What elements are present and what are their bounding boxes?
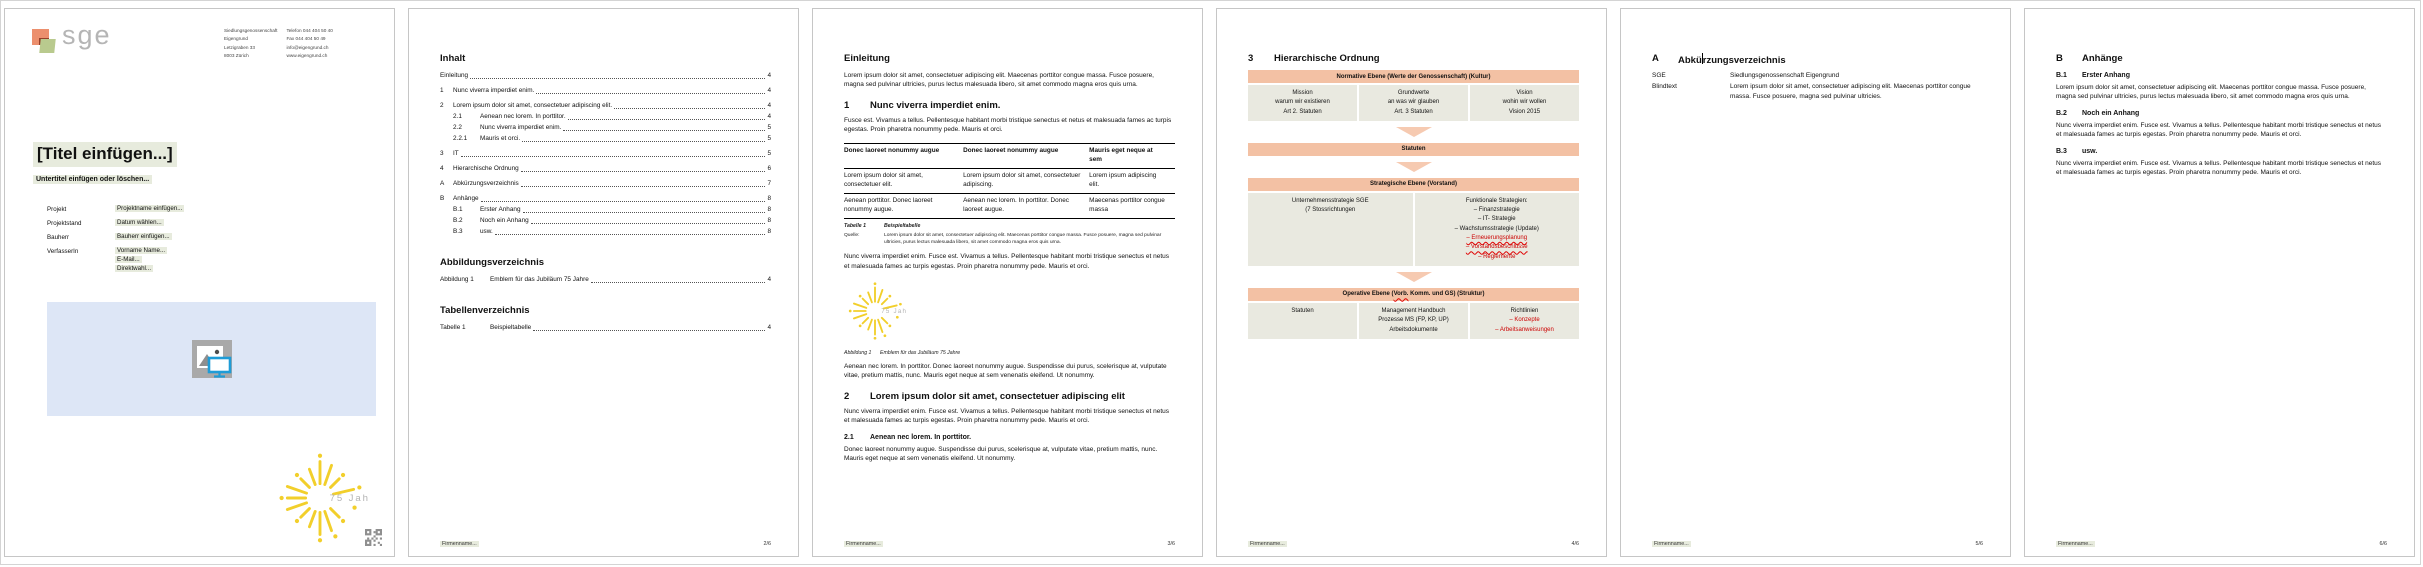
toc-entry[interactable]: 2.2 Nunc viverra imperdiet enim. 5 — [453, 124, 771, 131]
leader-dots — [591, 277, 766, 284]
grundwerte-box: Grundwerte an was wir glauben Art. 3 Statuten — [1359, 85, 1468, 121]
table-header-cell: Donec laoreet nonummy augue — [844, 143, 963, 168]
table-cell: Lorem ipsum dolor sit amet, consectetuer adipiscing. — [963, 168, 1089, 193]
paragraph: Fusce est. Vivamus a tellus. Pellentesque habitant morbi tristique senectus et netus et malesuada fames ac turpis egestas. Proin pharetra nonummy pede. Mauris et orci. — [844, 116, 1172, 134]
bauherr-placeholder-field[interactable]: Bauherr einfügen... — [117, 233, 170, 240]
company-name-field[interactable]: Firmenname... — [1250, 541, 1285, 547]
table-cell: Maecenas porttitor congue massa — [1089, 193, 1175, 218]
tables-list-heading: Tabellenverzeichnis — [440, 305, 530, 316]
toc-entry[interactable]: B.2 Noch ein Anhang 8 — [453, 217, 771, 224]
image-placeholder-icon[interactable] — [192, 340, 232, 378]
table-header-cell: Donec laoreet nonummy augue — [963, 143, 1089, 168]
appendix-heading: B Anhänge — [2056, 53, 2123, 64]
field-projektstand — [47, 219, 184, 227]
table-row — [844, 193, 1175, 218]
leader-dots — [521, 166, 766, 173]
section-1-heading: 1 Nunc viverra imperdiet enim. — [844, 99, 1001, 111]
abbreviation-entry: Blindtext Lorem ipsum dolor sit amet, consectetuer adipiscing elit. Maecenas porttitor congue massa. Fusce posuere, magna sed pulvinar ultricies. — [1652, 82, 1971, 100]
company-name-field[interactable]: Firmenname... — [2058, 541, 2093, 547]
richtlinien-box: Richtlinien – Konzepte – Arbeitsanweisungen — [1470, 303, 1579, 339]
datum-placeholder-field[interactable]: Datum wählen... — [117, 219, 162, 226]
sunburst-icon — [272, 450, 368, 546]
tables-list-entry[interactable]: Tabelle 1 Beispieltabelle 4 — [440, 324, 771, 331]
leader-dots — [536, 88, 765, 95]
page-number: 6/6 — [2379, 541, 2387, 547]
direktwahl-placeholder-field[interactable]: Direktwahl... — [117, 265, 152, 272]
toc-entry[interactable]: 1 Nunc viverra imperdiet enim. 4 — [440, 87, 771, 94]
paragraph: Lorem ipsum dolor sit amet, consectetuer adipiscing elit. Maecenas porttitor congue massa. Fusce posuere, magna sed pulvinar ultricies, purus lectus malesuada libero, sit amet commodo magna eros quis urna. — [2056, 84, 2366, 101]
paragraph: Lorem ipsum dolor sit amet, consectetuer adipiscing elit. Maecenas porttitor congue massa. Fusce posuere, magna sed pulvinar ultricies, purus lectus malesuada libero, sit amet commodo magna eros quis urna. — [844, 72, 1154, 89]
company-address-block — [224, 27, 333, 61]
appendix-b2-heading: B.2 Noch ein Anhang — [2056, 109, 2140, 117]
leader-dots — [563, 125, 765, 132]
sge-logo — [32, 20, 152, 68]
toc-entry[interactable]: B.3 usw. 8 — [453, 228, 771, 235]
down-arrow-icon — [1396, 162, 1432, 172]
down-arrow-icon — [1396, 272, 1432, 282]
statuten-bar: Statuten — [1248, 143, 1579, 156]
hierarchy-diagram — [1248, 70, 1579, 339]
funktionale-strategien-box: Funktionale Strategien: – Finanzstrategie – IT- Strategie – Wachstumsstrategie (Update) – Erneuerungsplanung – Vorstandsbeschlüsse – Reglemente — [1415, 193, 1580, 266]
paragraph: Nunc viverra imperdiet enim. Fusce est. Vivamus a tellus. Pellentesque habitant morbi tristique senectus et netus et malesuada fames ac turpis egestas. Proin pharetra nonummy pede. Mauris et orci. — [2056, 121, 2382, 139]
toc-entry[interactable]: A Abkürzungsverzeichnis 7 — [440, 180, 771, 187]
section-2-1-heading: 2.1 Aenean nec lorem. In porttitor. — [844, 433, 972, 441]
table-caption: Tabelle 1 Beispieltabelle — [844, 222, 921, 229]
page-abbreviations — [1620, 8, 2011, 557]
toc-entry[interactable]: 2.2.1 Mauris et orci. 5 — [453, 135, 771, 142]
page-footer — [1652, 541, 1983, 547]
leader-dots — [461, 151, 766, 158]
page-number: 2/6 — [763, 541, 771, 547]
leader-dots — [481, 196, 766, 203]
page-introduction — [812, 8, 1203, 557]
leader-dots — [531, 218, 766, 225]
paragraph: Nunc viverra imperdiet enim. Fusce est. Vivamus a tellus. Pellentesque habitant morbi tristique senectus et netus et malesuada fames ac turpis egestas. Proin pharetra nonummy pede. Mauris et orci. — [2056, 159, 2382, 177]
misspelled-word: Vorb. — [1393, 291, 1409, 298]
paragraph: Nunc viverra imperdiet enim. Fusce est. Vivamus a tellus. Pellentesque habitant morbi tristique senectus et netus et malesuada fames ac turpis egestas. Proin pharetra nonummy pede. Mauris et orci. — [844, 253, 1170, 270]
down-arrow-icon — [1396, 127, 1432, 137]
table-cell: Aenean nec lorem. In porttitor. Donec laoreet augue. — [963, 193, 1089, 218]
page-hierarchy — [1216, 8, 1607, 557]
page-toc — [408, 8, 799, 557]
logo-wordmark: sge — [62, 20, 112, 50]
leader-dots — [495, 229, 766, 236]
address-column: Siedlungsgenossenschaft Eigengrund Letzigraben 33 8003 Zürich — [224, 28, 278, 59]
field-bauherr — [47, 233, 184, 241]
introduction-heading: Einleitung — [844, 53, 890, 64]
project-fields — [47, 205, 184, 278]
leader-dots — [533, 325, 765, 332]
figures-list-entry[interactable]: Abbildung 1 Emblem für das Jubiläum 75 Jahre 4 — [440, 276, 771, 283]
title-placeholder-field[interactable]: [Titel einfügen...] — [33, 142, 177, 167]
normative-boxes-row — [1248, 85, 1579, 121]
email-placeholder-field[interactable]: E-Mail... — [117, 256, 140, 263]
abbreviations-heading: A Abkürzungsverzeichnis — [1652, 53, 1786, 66]
table-header-cell: Mauris eget neque at sem — [1089, 143, 1175, 168]
paragraph: Donec laoreet nonummy augue. Suspendisse dui purus, scelerisque at, vulputate vitae, pretium mattis, nunc. Mauris eget neque at sem venenatis eleifend. Ut nonummy. — [844, 445, 1158, 463]
vision-box: Vision wohin wir wollen Vision 2015 — [1470, 85, 1579, 121]
contact-column: Telefon 044 404 50 40 Fax 044 404 50 49 info@eigengrund.ch www.eigengrund.ch — [286, 28, 333, 59]
toc-entry[interactable]: B Anhänge 8 — [440, 195, 771, 202]
projektname-placeholder-field[interactable]: Projektname einfügen... — [117, 205, 183, 212]
field-verfasserin — [47, 247, 184, 272]
field-label: Projekt — [47, 206, 67, 213]
statuten-box: Statuten — [1248, 303, 1357, 339]
table-source-note: Quelle: Lorem ipsum dolor sit amet, consectetuer adipiscing elit. Maecenas porttitor congue massa. Fusce posuere, magna sed pulvinar ultricies, purus lectus malesuada libero, sit amet commodo magna eros quis urna. — [844, 232, 1162, 245]
leader-dots — [614, 103, 765, 110]
field-label: Projektstand — [47, 220, 82, 227]
leader-dots — [568, 114, 766, 121]
table-cell: Lorem ipsum adipiscing elit. — [1089, 168, 1175, 193]
page-footer — [844, 541, 1175, 547]
jubilee-emblem-figure — [844, 280, 906, 342]
field-label: VerfasserIn — [47, 248, 79, 255]
toc-entry[interactable]: B.1 Erster Anhang 8 — [453, 206, 771, 213]
logo-green-square — [39, 39, 55, 53]
operative-level-bar: Operative Ebene (Vorb. Komm. und GS) (Struktur) — [1248, 288, 1579, 301]
appendix-b3-heading: B.3 usw. — [2056, 147, 2098, 155]
leader-dots — [521, 181, 766, 188]
mission-box: Mission warum wir existieren Art 2. Statuten — [1248, 85, 1357, 121]
toc-entry[interactable]: Einleitung 4 — [440, 72, 771, 79]
figures-list-heading: Abbildungsverzeichnis — [440, 257, 544, 268]
paragraph: Nunc viverra imperdiet enim. Fusce est. Vivamus a tellus. Pellentesque habitant morbi tristique senectus et netus et malesuada fames ac turpis egestas. Proin pharetra nonummy pede. Mauris et orci. — [844, 407, 1170, 425]
toc-heading: Inhalt — [440, 53, 466, 64]
page-number: 3/6 — [1167, 541, 1175, 547]
hierarchy-heading: 3 Hierarchische Ordnung — [1248, 53, 1380, 64]
strategic-boxes-row — [1248, 193, 1579, 266]
management-handbuch-box: Management Handbuch Prozesse MS (FP, KP, UP) Arbeitsdokumente — [1359, 303, 1468, 339]
toc-entry[interactable]: 4 Hierarchische Ordnung 6 — [440, 165, 771, 172]
example-table — [844, 143, 1175, 219]
operative-boxes-row — [1248, 303, 1579, 339]
subtitle-placeholder-field[interactable]: Untertitel einfügen oder löschen... — [33, 175, 152, 184]
toc-entry[interactable]: 2.1 Aenean nec lorem. In porttitor. 4 — [453, 113, 771, 120]
company-name-field[interactable]: Firmenname... — [1654, 541, 1689, 547]
paragraph: Aenean nec lorem. In porttitor. Donec laoreet nonummy augue. Suspendisse dui purus, scelerisque at, vulputate vitae, pretium mattis, nunc. Mauris eget neque at sem venenatis eleifend. Ut nonummy. — [844, 363, 1167, 380]
toc-entry[interactable]: 3 IT 5 — [440, 150, 771, 157]
leader-dots — [522, 136, 765, 143]
appendix-b1-heading: B.1 Erster Anhang — [2056, 72, 2130, 79]
normative-level-bar: Normative Ebene (Werte der Genossenschaft) (Kultur) — [1248, 70, 1579, 83]
figure-caption: Abbildung 1 Emblem für das Jubiläum 75 Jahre — [844, 350, 961, 357]
table-cell: Aenean porttitor. Donec laoreet nonummy augue. — [844, 193, 963, 218]
page-footer — [440, 541, 771, 547]
page-cover — [4, 8, 395, 557]
cover-image-placeholder[interactable] — [47, 302, 376, 416]
section-2-heading: 2 Lorem ipsum dolor sit amet, consectetuer adipiscing elit — [844, 390, 1125, 402]
table-cell: Lorem ipsum dolor sit amet, consectetuer elit. — [844, 168, 963, 193]
leader-dots — [523, 207, 766, 214]
name-placeholder-field[interactable]: Vorname Name... — [117, 247, 166, 254]
field-projekt — [47, 205, 184, 213]
unternehmensstrategie-box: Unternehmensstrategie SGE (7 Stossrichtungen — [1248, 193, 1413, 266]
toc-entry[interactable]: 2 Lorem ipsum dolor sit amet, consectetuer adipiscing elit. 4 — [440, 102, 771, 109]
company-name-field[interactable]: Firmenname... — [846, 541, 881, 547]
page-number: 5/6 — [1975, 541, 1983, 547]
qr-code-icon — [365, 529, 382, 546]
field-label: Bauherr — [47, 234, 70, 241]
page-footer — [2056, 541, 2387, 547]
leader-dots — [470, 73, 765, 80]
page-number: 4/6 — [1571, 541, 1579, 547]
jubilee-emblem — [272, 450, 384, 550]
abbreviation-entry: SGE Siedlungsgenossenschaft Eigengrund — [1652, 72, 1840, 79]
page-footer — [1248, 541, 1579, 547]
company-name-field[interactable]: Firmenname... — [442, 541, 477, 547]
table-row — [844, 168, 1175, 193]
page-appendix — [2024, 8, 2415, 557]
strategic-level-bar: Strategische Ebene (Vorstand) — [1248, 178, 1579, 191]
